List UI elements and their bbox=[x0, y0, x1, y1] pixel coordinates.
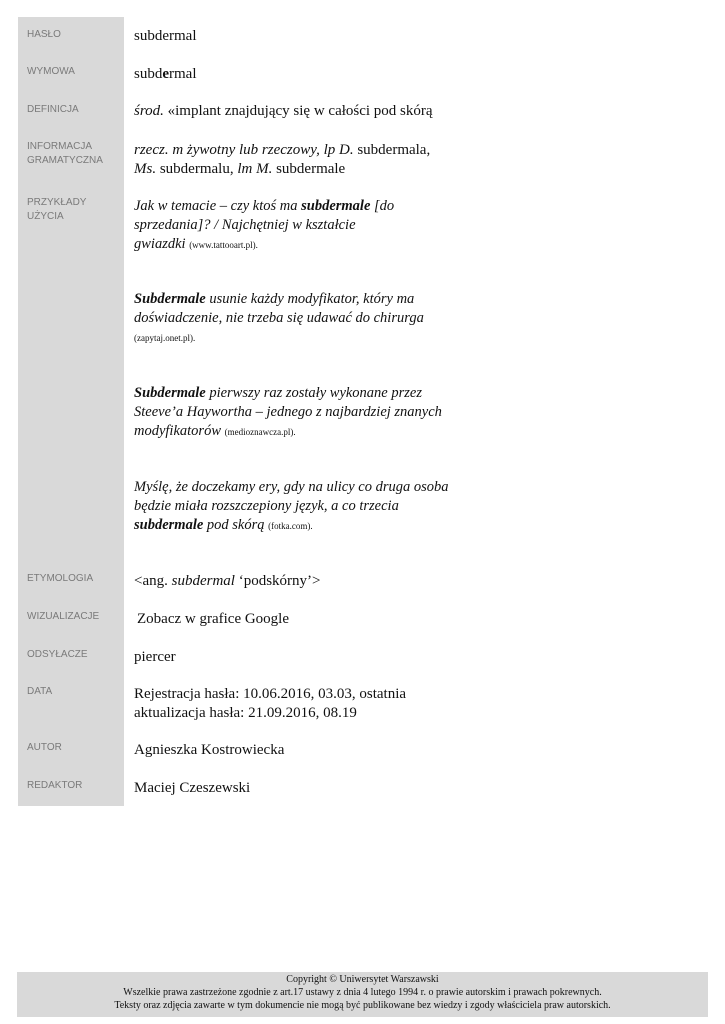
example-3 bbox=[134, 384, 454, 442]
pronunciation-part: subd bbox=[134, 66, 163, 82]
example-end: . bbox=[192, 333, 196, 343]
example-source: (medioznawcza.pl) bbox=[224, 427, 294, 437]
google-images-link[interactable]: Zobacz w grafice Google bbox=[137, 611, 290, 627]
example-text: pierwszy raz zostały wykonane przez Steeve’a Haywortha – jednego z najbardziej znanych modyfikatorów bbox=[134, 385, 442, 439]
grammar-qualifier: Ms. bbox=[134, 161, 157, 177]
etymology-source-word: subdermal bbox=[171, 573, 235, 589]
example-text: pod skórą bbox=[203, 517, 265, 533]
date-line: Rejestracja hasła: 10.06.2016, 03.03, ostatnia bbox=[134, 686, 407, 702]
author: Agnieszka Kostrowiecka bbox=[134, 742, 285, 758]
headword: subdermal bbox=[134, 28, 197, 44]
grammar-form: subdermale bbox=[272, 161, 346, 177]
etymology-gloss: ‘podskórny’> bbox=[234, 573, 321, 589]
label-haslo: HASŁO bbox=[27, 29, 61, 40]
rights-notice: Wszelkie prawa zastrzeżone zgodnie z art.17 ustawy z dnia 4 lutego 1994 r. o prawie autorskim i prawach pokrewnych. bbox=[123, 987, 602, 998]
label-data: DATA bbox=[27, 686, 53, 697]
label-wizualizacje: WIZUALIZACJE bbox=[27, 611, 100, 622]
example-end: . bbox=[293, 427, 296, 437]
date-line: aktualizacja hasła: 21.09.2016, 08.19 bbox=[134, 705, 357, 721]
label-etymologia: ETYMOLOGIA bbox=[27, 573, 94, 584]
label-definicja: DEFINICJA bbox=[27, 104, 79, 115]
definition-qualifier: środ. bbox=[134, 103, 164, 119]
editor: Maciej Czeszewski bbox=[134, 780, 251, 796]
example-headword: subdermale bbox=[134, 517, 204, 533]
label-informacja-gramatyczna: INFORMACJA GRAMATYCZNA bbox=[27, 141, 103, 166]
example-headword: subdermale bbox=[301, 198, 371, 214]
example-2 bbox=[134, 290, 424, 348]
example-text: Jak w temacie – czy ktoś ma bbox=[134, 198, 302, 214]
label-przyklady-uzycia: PRZYKŁADY UŻYCIA bbox=[27, 197, 87, 222]
grammar-qualifier: lm M. bbox=[237, 161, 273, 177]
pronunciation-part: rmal bbox=[169, 66, 197, 82]
example-headword: Subdermale bbox=[134, 291, 206, 307]
definition bbox=[134, 102, 474, 121]
label-wymowa: WYMOWA bbox=[27, 66, 75, 77]
example-end: . bbox=[255, 240, 258, 250]
definition-text: «implant znajdujący się w całości pod skórą bbox=[163, 103, 433, 119]
example-text: Myślę, że doczekamy ery, gdy na ulicy co druga osoba będzie miała rozszczepiony język, a co trzecia bbox=[134, 479, 449, 514]
example-headword: Subdermale bbox=[134, 385, 206, 401]
pronunciation bbox=[134, 65, 464, 84]
copyright-footer bbox=[17, 972, 708, 1017]
usage-notice: Teksty oraz zdjęcia zawarte w tym dokumencie nie mogą być publikowane bez wiedzy i zgody właściciela praw autorskich. bbox=[114, 1000, 611, 1011]
grammar-form: subdermalu, bbox=[156, 161, 238, 177]
label-autor: AUTOR bbox=[27, 742, 62, 753]
example-1 bbox=[134, 197, 404, 255]
copyright-line: Copyright © Uniwersytet Warszawski bbox=[286, 974, 439, 985]
example-4 bbox=[134, 478, 454, 536]
example-end: . bbox=[310, 521, 313, 531]
example-text: usunie każdy modyfikator, który ma doświadczenie, nie trzeba się udawać do chirurga bbox=[134, 291, 424, 326]
example-source: (www.tattooart.pl) bbox=[189, 240, 256, 250]
cross-reference-link[interactable]: piercer bbox=[134, 649, 176, 665]
example-source: (zapytaj.onet.pl) bbox=[134, 333, 193, 343]
label-redaktor: REDAKTOR bbox=[27, 780, 83, 791]
pronunciation-stressed-vowel: e bbox=[162, 66, 170, 82]
etymology-text: <ang. bbox=[134, 573, 172, 589]
grammar-info bbox=[134, 141, 434, 179]
example-source: (fotka.com) bbox=[268, 521, 311, 531]
example-text: [do sprzedania]? / Najchętniej w kształcie gwiazdki bbox=[134, 198, 395, 252]
grammar-qualifier: rzecz. m żywotny lub rzeczowy, lp D. bbox=[134, 142, 354, 158]
label-odsylacze: ODSYŁACZE bbox=[27, 649, 88, 660]
grammar-form: subdermala, bbox=[353, 142, 431, 158]
entry-dates bbox=[134, 685, 474, 723]
etymology bbox=[134, 572, 464, 591]
